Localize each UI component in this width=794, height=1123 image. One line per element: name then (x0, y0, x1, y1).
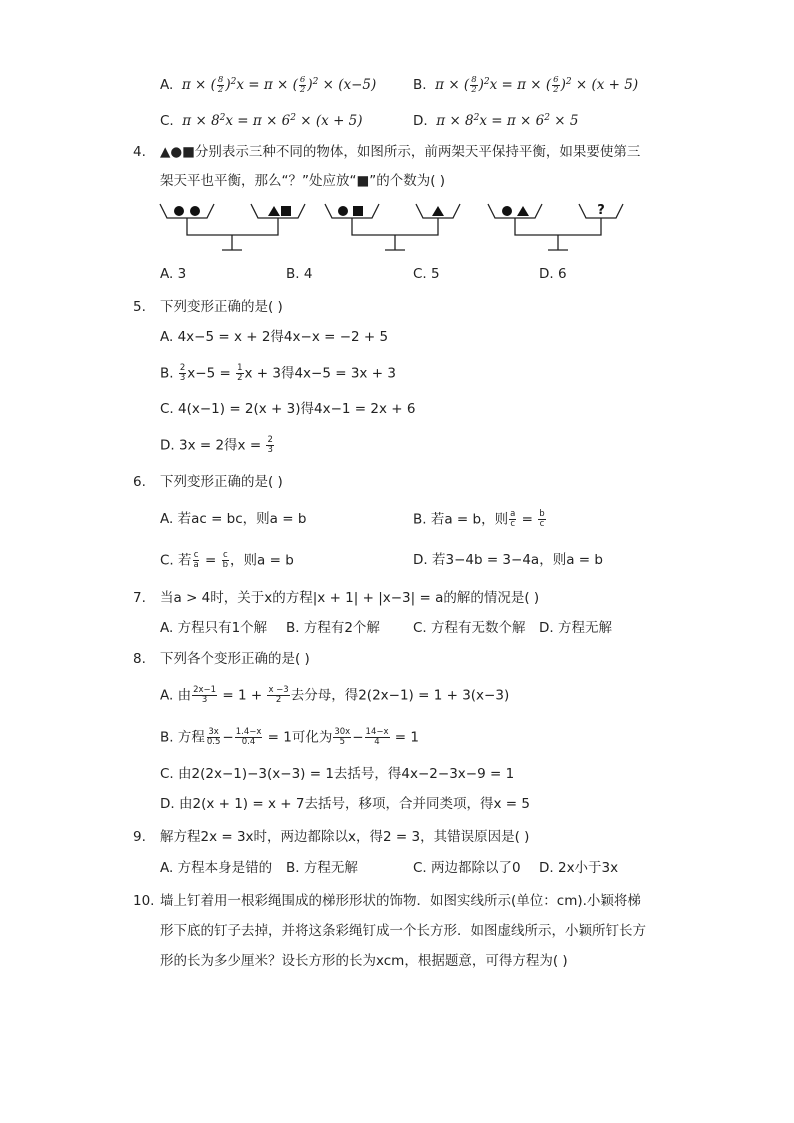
numerator: 2 (179, 363, 186, 373)
numerator: a (510, 509, 516, 519)
numerator: 14−x (365, 727, 389, 737)
circle-object (174, 206, 184, 216)
q7-stem: 当a > 4时，关于x的方程|x + 1| + |x−3| = a的解的情况是( ) (160, 590, 540, 606)
fraction (509, 510, 516, 529)
fraction (266, 436, 273, 455)
formula-part: = (517, 511, 538, 528)
denominator: 4 (374, 737, 380, 747)
numerator: 2x−1 (193, 685, 217, 695)
q9-number: 9. (133, 829, 146, 845)
fraction (193, 551, 200, 570)
q7-option-b[interactable]: B. 方程有2个解 (286, 620, 380, 636)
square-object (281, 206, 291, 216)
option-label: D. (413, 113, 428, 129)
denominator: b (222, 560, 229, 570)
q7-option-a[interactable]: A. 方程只有1个解 (160, 620, 268, 636)
denominator: 3 (267, 445, 273, 455)
formula-part: = 1可化为 (263, 729, 333, 746)
numerator: x −3 (268, 685, 289, 695)
q3-option-c[interactable] (160, 109, 363, 130)
circle-object (502, 206, 512, 216)
q8-number: 8. (133, 651, 146, 667)
fraction (206, 728, 222, 747)
fraction (333, 728, 351, 747)
q5-option-c[interactable]: C. 4(x−1) = 2(x + 3)得4x−1 = 2x + 6 (160, 401, 416, 417)
denominator: c (539, 519, 545, 529)
formula-part: D. 3x = 2得x = (160, 437, 266, 454)
fraction (538, 510, 545, 529)
fraction (235, 728, 263, 747)
denominator: c (510, 519, 516, 529)
q7-number: 7. (133, 590, 146, 606)
q5-stem: 下列变形正确的是( ) (160, 299, 283, 315)
q8-option-a[interactable] (160, 686, 509, 705)
formula-part: x−5 = (187, 365, 236, 382)
circle-object (190, 206, 200, 216)
formula-part: = 1 (390, 729, 419, 746)
formula: $\pi \times 8^2x = \pi \times 6^2 \times 5$ (431, 113, 579, 129)
denominator: a (193, 560, 199, 570)
q6-number: 6. (133, 474, 146, 490)
denominator: 3 (179, 373, 186, 383)
formula-part: 去分母，得2(2x−1) = 1 + 3(x−3) (290, 687, 510, 704)
q6-option-d[interactable]: D. 若3−4b = 3−4a，则a = b (413, 552, 603, 568)
q10-line1: 墙上钉着用一根彩绳围成的梯形形状的饰物．如图实线所示(单位：cm).小颖将梯 (160, 893, 641, 909)
formula-part: B. 方程 (160, 729, 205, 746)
numerator: 1 (237, 363, 243, 373)
formula: π × ( $\frac{8}{2}$ )$^2$x = π × ( $\frac{6}{2}$ )$^2$ × (x + 5) (430, 75, 639, 95)
question-mark: ? (597, 203, 605, 218)
q9-option-b[interactable]: B. 方程无解 (286, 860, 358, 876)
option-label: B. (413, 77, 427, 93)
q10-line3: 形的长为多少厘米？设长方形的长为xcm，根据题意，可得方程为( ) (160, 953, 568, 969)
q4-option-a[interactable]: A. 3 (160, 266, 187, 282)
fraction (267, 686, 289, 705)
numerator: c (223, 550, 228, 560)
numerator: 1.4−x (235, 727, 262, 737)
q10-number: 10. (133, 893, 155, 909)
formula-part: = (200, 552, 221, 569)
q4-stem-line2: 架天平也平衡，那么“？”处应放“■”的个数为( ) (160, 173, 446, 189)
q9-option-d[interactable]: D. 2x小于3x (539, 860, 619, 876)
option-label: B. (160, 365, 178, 382)
q3-option-b[interactable] (413, 73, 638, 95)
formula-part: = 1 + (218, 687, 267, 704)
circle-object (338, 206, 348, 216)
q5-number: 5. (133, 299, 146, 315)
numerator: c (193, 550, 199, 560)
numerator: 2 (267, 435, 273, 445)
denominator: 0.4 (241, 737, 256, 747)
balance-scales-figure (155, 200, 635, 256)
numerator: b (539, 509, 545, 519)
q4-option-d[interactable]: D. 6 (539, 266, 567, 282)
numerator: 3x (208, 727, 219, 737)
denominator: 3 (201, 695, 208, 705)
triangle-object (268, 206, 280, 216)
fraction (179, 364, 186, 383)
formula-part: − (352, 729, 364, 746)
formula-part: ，则a = b (230, 552, 294, 569)
square-object (353, 206, 363, 216)
q9-option-a[interactable]: A. 方程本身是错的 (160, 860, 273, 876)
q3-option-d[interactable] (413, 109, 578, 130)
q7-option-d[interactable]: D. 方程无解 (539, 620, 612, 636)
q4-option-b[interactable]: B. 4 (286, 266, 313, 282)
q4-stem-line1: ▲●■分别表示三种不同的物体，如图所示，前两架天平保持平衡，如果要使第三 (160, 144, 641, 160)
option-label: C. (160, 113, 174, 129)
option-label: A. (160, 77, 174, 93)
denominator: 2 (237, 373, 243, 383)
q9-stem: 解方程2x = 3x时，两边都除以x，得2 = 3，其错误原因是( ) (160, 829, 530, 845)
formula-part: − (222, 729, 234, 746)
q4-number: 4. (133, 144, 146, 160)
q6-stem: 下列变形正确的是( ) (160, 474, 283, 490)
q8-option-c[interactable]: C. 由2(2x−1)−3(x−3) = 1去括号，得4x−2−3x−9 = 1 (160, 766, 515, 782)
fraction (192, 686, 217, 705)
triangle-object (517, 206, 529, 216)
q9-option-c[interactable]: C. 两边都除以了0 (413, 860, 521, 876)
triangle-object (432, 206, 444, 216)
fraction (236, 364, 243, 383)
q6-option-b[interactable] (413, 510, 547, 529)
q5-option-b[interactable] (160, 364, 396, 383)
formula-part: A. 由 (160, 687, 192, 704)
fraction (222, 551, 229, 570)
formula: π × ( $\frac{8}{2}$ )$^2$x = π × ( $\frac{6}{2}$ )$^2$ × (x−5) (177, 75, 377, 95)
formula-part: x + 3得4x−5 = 3x + 3 (244, 365, 396, 382)
q5-option-a[interactable]: A. 4x−5 = x + 2得4x−x = −2 + 5 (160, 329, 389, 345)
formula-part: B. 若a = b，则 (413, 511, 509, 528)
q8-option-b[interactable] (160, 728, 419, 747)
q8-stem: 下列各个变形正确的是( ) (160, 651, 310, 667)
denominator: 2 (275, 695, 282, 705)
q3-option-a[interactable] (160, 73, 376, 95)
q7-option-c[interactable]: C. 方程有无数个解 (413, 620, 526, 636)
formula: $\pi \times 8^2x = \pi \times 6^2 \times (x + 5)$ (178, 113, 363, 129)
denominator: 0.5 (206, 737, 221, 747)
fraction (365, 728, 390, 747)
q10-line2: 形下底的钉子去掉，并将这条彩绳钉成一个长方形．如图虚线所示，小颖所钉长方 (160, 923, 646, 939)
denominator: 5 (339, 737, 345, 747)
numerator: 30x (334, 727, 351, 737)
formula-part: C. 若 (160, 552, 192, 569)
q6-option-c[interactable] (160, 551, 294, 570)
q4-option-c[interactable]: C. 5 (413, 266, 440, 282)
q5-option-d[interactable] (160, 436, 275, 455)
q6-option-a[interactable]: A. 若ac = bc，则a = b (160, 511, 307, 527)
q8-option-d[interactable]: D. 由2(x + 1) = x + 7去括号，移项，合并同类项，得x = 5 (160, 796, 530, 812)
